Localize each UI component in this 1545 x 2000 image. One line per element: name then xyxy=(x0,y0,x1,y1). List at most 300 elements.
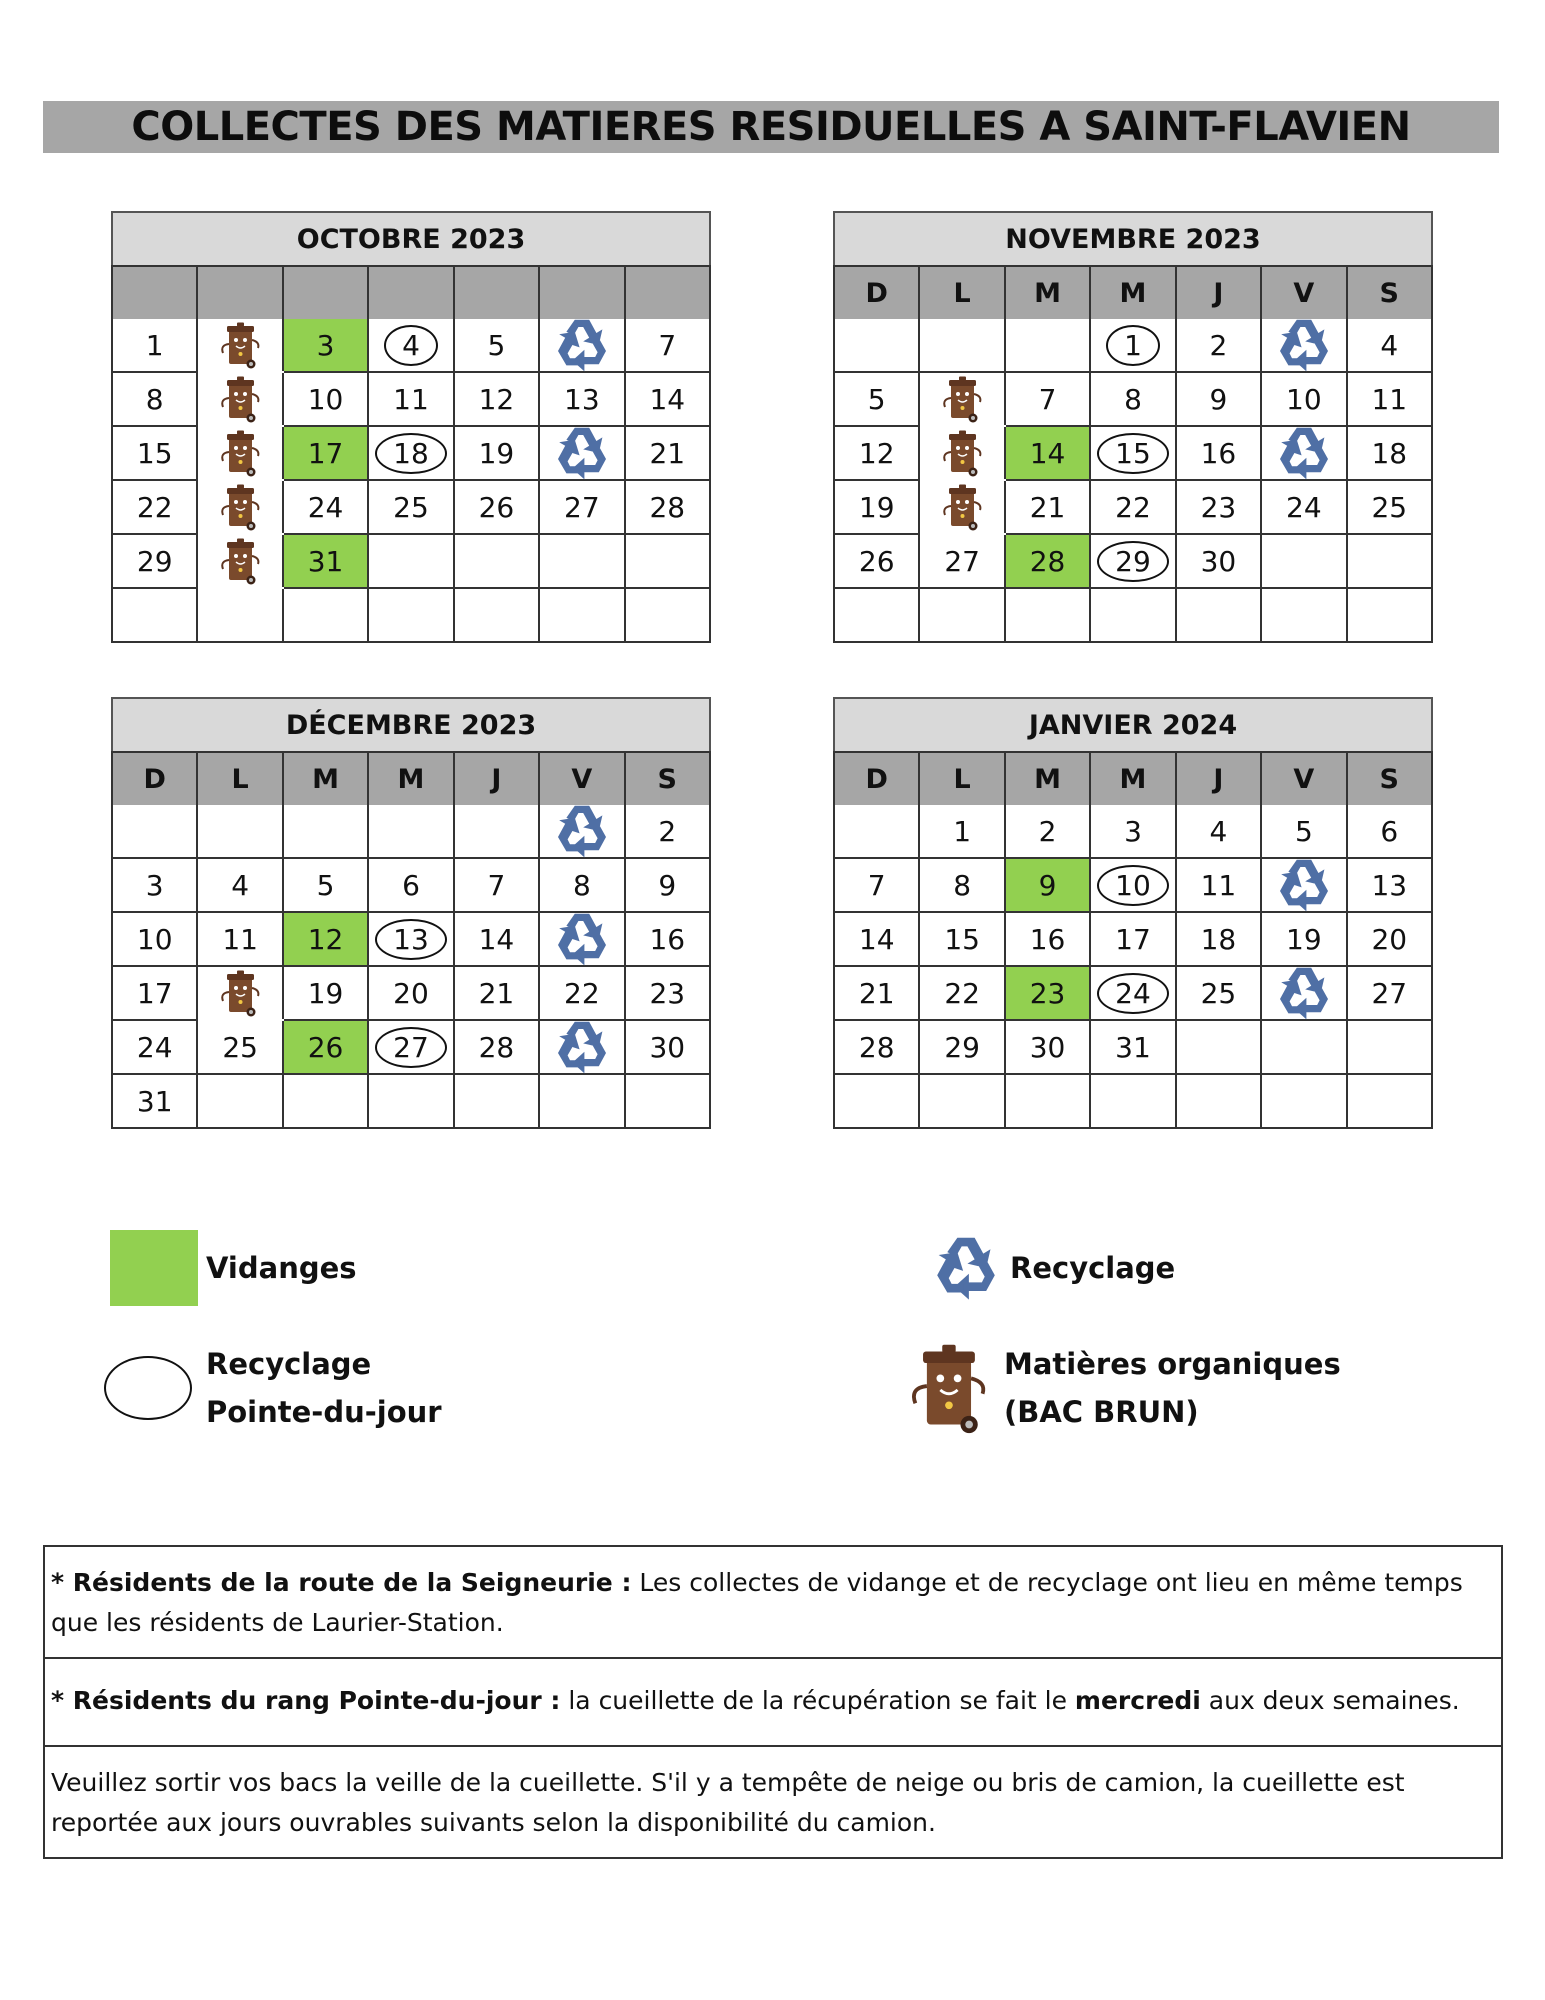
day-cell xyxy=(455,967,540,1021)
day-cell xyxy=(540,913,625,967)
day-cell xyxy=(1348,373,1433,427)
day-number: 28 xyxy=(478,1030,515,1064)
day-header xyxy=(284,265,369,319)
recycle-icon xyxy=(1272,963,1336,1023)
day-cell xyxy=(455,535,540,589)
day-number: 23 xyxy=(649,976,686,1010)
day-cell xyxy=(113,859,198,913)
day-cell xyxy=(1006,373,1091,427)
day-cell xyxy=(540,481,625,535)
day-header xyxy=(369,265,454,319)
day-number: 21 xyxy=(858,976,895,1010)
day-cell xyxy=(920,967,1005,1021)
note-pointe-du-jour xyxy=(45,1659,1501,1747)
day-cell xyxy=(1006,589,1091,643)
day-number: 31 xyxy=(136,1084,173,1118)
day-number: 22 xyxy=(944,976,980,1010)
day-cell xyxy=(113,913,198,967)
day-cell xyxy=(198,1021,283,1075)
day-number: 16 xyxy=(1029,922,1066,956)
day-cell xyxy=(626,589,711,643)
day-cell xyxy=(1006,913,1091,967)
day-number: 12 xyxy=(478,382,515,416)
day-number: 1 xyxy=(1106,325,1160,366)
day-number: 21 xyxy=(1029,490,1066,524)
day-cell xyxy=(1348,319,1433,373)
day-cell xyxy=(626,859,711,913)
recycle-icon xyxy=(1272,855,1336,915)
day-cell xyxy=(626,805,711,859)
day-cell xyxy=(198,427,283,479)
day-header: M xyxy=(1091,751,1176,805)
day-number: 22 xyxy=(564,976,600,1010)
day-cell xyxy=(835,373,920,427)
day-number: 1 xyxy=(953,814,972,848)
day-header: J xyxy=(1177,751,1262,805)
day-cell xyxy=(113,481,198,535)
day-cell xyxy=(284,967,369,1021)
day-cell xyxy=(113,427,198,481)
day-number: 3 xyxy=(1124,814,1142,848)
day-number: 3 xyxy=(316,328,335,362)
day-cell xyxy=(369,373,454,427)
day-number: 2 xyxy=(658,814,677,848)
day-number: 7 xyxy=(658,328,677,362)
day-header xyxy=(626,265,711,319)
day-cell xyxy=(1262,805,1347,859)
day-cell xyxy=(920,913,1005,967)
day-header: V xyxy=(540,751,625,805)
brown-bin-icon xyxy=(215,320,265,370)
day-cell xyxy=(284,1021,369,1075)
day-header: S xyxy=(626,751,711,805)
calendar-grid xyxy=(833,751,1433,1129)
calendar-grid xyxy=(111,265,711,643)
day-number: 11 xyxy=(393,382,429,416)
day-cell xyxy=(455,1075,540,1129)
day-number: 15 xyxy=(944,922,980,956)
day-number: 27 xyxy=(564,490,600,524)
day-cell xyxy=(835,481,920,535)
day-number: 8 xyxy=(1124,382,1142,416)
day-cell xyxy=(113,1021,198,1075)
day-number: 19 xyxy=(858,490,895,524)
day-cell xyxy=(198,481,283,533)
day-cell xyxy=(835,589,920,643)
note-seigneurie-title: * Résidents de la route de la Seigneurie : xyxy=(51,1568,632,1597)
day-cell xyxy=(1262,481,1347,535)
day-cell xyxy=(920,535,1005,589)
day-number: 9 xyxy=(1038,868,1057,902)
day-cell xyxy=(626,481,711,535)
day-cell xyxy=(284,427,369,481)
day-cell xyxy=(1262,1021,1347,1075)
day-cell xyxy=(626,1075,711,1129)
day-cell xyxy=(835,319,920,373)
legend-pdj-line1: Recyclage xyxy=(206,1347,372,1381)
page-title: COLLECTES DES MATIERES RESIDUELLES A SAINT-FLAVIEN xyxy=(131,104,1411,150)
note-consignes-text: Veuillez sortir vos bacs la veille de la cueillette. S'il y a tempête de neige ou bris de camion, la cueillette est reportée aux jours ouvrables suivants selon la disponibilité du camion. xyxy=(51,1768,1405,1837)
day-number: 12 xyxy=(858,436,895,470)
day-cell xyxy=(284,859,369,913)
day-number: 28 xyxy=(1029,544,1066,578)
recycle-icon xyxy=(550,315,614,375)
day-number: 29 xyxy=(1097,541,1169,582)
day-cell xyxy=(284,913,369,967)
day-number: 30 xyxy=(649,1030,686,1064)
day-cell xyxy=(540,967,625,1021)
day-cell xyxy=(1262,913,1347,967)
day-cell xyxy=(540,589,625,643)
day-number: 25 xyxy=(393,490,429,524)
day-cell xyxy=(1177,373,1262,427)
day-header xyxy=(455,265,540,319)
day-number: 2 xyxy=(1209,328,1228,362)
legend-pdj-line2: Pointe-du-jour xyxy=(206,1395,442,1429)
day-cell xyxy=(1348,589,1433,643)
day-cell xyxy=(284,589,369,643)
day-cell xyxy=(1006,319,1091,373)
calendar-month-title: JANVIER 2024 xyxy=(833,697,1433,751)
day-number: 25 xyxy=(1200,976,1237,1010)
day-number: 10 xyxy=(307,382,344,416)
day-cell xyxy=(1006,967,1091,1021)
day-number: 5 xyxy=(487,328,506,362)
day-cell xyxy=(835,967,920,1021)
recycle-icon xyxy=(550,423,614,483)
day-number: 18 xyxy=(1371,436,1408,470)
day-cell xyxy=(835,427,920,481)
day-number: 12 xyxy=(307,922,344,956)
day-number: 27 xyxy=(944,544,980,578)
brown-bin-icon xyxy=(900,1340,996,1436)
day-cell xyxy=(1177,967,1262,1021)
recycle-icon xyxy=(1272,315,1336,375)
day-cell xyxy=(1177,913,1262,967)
day-number: 8 xyxy=(145,382,164,416)
day-cell xyxy=(540,859,625,913)
day-number: 23 xyxy=(1029,976,1066,1010)
day-number: 4 xyxy=(1209,814,1228,848)
day-header: M xyxy=(369,751,454,805)
note-pdj-title: * Résidents du rang Pointe-du-jour : xyxy=(51,1686,561,1715)
day-number: 17 xyxy=(1115,922,1151,956)
day-number: 13 xyxy=(1371,868,1408,902)
day-header: L xyxy=(920,265,1005,319)
day-number: 2 xyxy=(1038,814,1057,848)
day-cell xyxy=(1348,859,1433,913)
day-header: D xyxy=(113,751,198,805)
day-number: 25 xyxy=(1371,490,1408,524)
day-cell xyxy=(113,1075,198,1129)
day-number: 21 xyxy=(478,976,515,1010)
day-cell xyxy=(1348,967,1433,1021)
day-cell xyxy=(198,967,283,1019)
day-number: 7 xyxy=(867,868,886,902)
day-cell xyxy=(1262,535,1347,589)
day-cell xyxy=(113,373,198,427)
day-header: M xyxy=(1006,751,1091,805)
day-number: 4 xyxy=(231,868,250,902)
day-cell xyxy=(369,535,454,589)
day-number: 26 xyxy=(858,544,895,578)
recycle-icon xyxy=(550,801,614,861)
day-header: M xyxy=(1091,265,1176,319)
day-cell xyxy=(626,535,711,589)
recycle-icon xyxy=(1272,423,1336,483)
day-number: 9 xyxy=(658,868,677,902)
note-seigneurie xyxy=(45,1547,1501,1659)
day-number: 28 xyxy=(858,1030,895,1064)
day-cell xyxy=(1091,427,1176,481)
day-cell xyxy=(369,1021,454,1075)
day-cell xyxy=(113,535,198,589)
calendar-octobre xyxy=(111,211,711,643)
calendar-novembre xyxy=(833,211,1433,643)
recycle-icon xyxy=(550,1017,614,1077)
day-cell xyxy=(1091,1075,1176,1129)
day-number: 14 xyxy=(1029,436,1066,470)
day-number: 24 xyxy=(1097,973,1169,1014)
day-number: 21 xyxy=(649,436,686,470)
calendar-month-title: DÉCEMBRE 2023 xyxy=(111,697,711,751)
note-pdj-text2: aux deux semaines. xyxy=(1200,1686,1460,1715)
day-cell xyxy=(1262,967,1347,1021)
brown-bin-icon xyxy=(215,428,265,478)
day-cell xyxy=(1348,1075,1433,1129)
day-cell xyxy=(540,319,625,373)
day-cell xyxy=(540,373,625,427)
day-header: V xyxy=(1262,265,1347,319)
day-cell xyxy=(920,373,1005,425)
legend-recyclage-pointe-du-jour xyxy=(104,1340,442,1436)
day-cell xyxy=(369,913,454,967)
day-cell xyxy=(1177,535,1262,589)
day-cell xyxy=(1348,535,1433,589)
day-cell xyxy=(1177,1075,1262,1129)
day-number: 13 xyxy=(564,382,600,416)
day-cell xyxy=(455,805,540,859)
day-cell xyxy=(369,1075,454,1129)
calendar-grid xyxy=(111,751,711,1129)
day-number: 19 xyxy=(1286,922,1322,956)
day-cell xyxy=(540,1021,625,1075)
day-number: 4 xyxy=(1380,328,1399,362)
note-consignes xyxy=(45,1747,1501,1857)
day-header: L xyxy=(920,751,1005,805)
note-seigneurie-text: Les collectes de vidange et de recyclage ont lieu en même temps que les résidents de Laurier-Station. xyxy=(51,1568,1463,1637)
calendar-month-title: OCTOBRE 2023 xyxy=(111,211,711,265)
day-number: 29 xyxy=(944,1030,980,1064)
title-bar xyxy=(43,101,1499,153)
day-cell xyxy=(1177,589,1262,643)
recycle-icon xyxy=(550,909,614,969)
day-number: 15 xyxy=(136,436,173,470)
day-cell xyxy=(455,427,540,481)
brown-bin-icon xyxy=(215,536,265,586)
day-number: 9 xyxy=(1209,382,1228,416)
day-cell xyxy=(1177,481,1262,535)
day-number: 18 xyxy=(375,433,447,474)
day-number: 26 xyxy=(307,1030,344,1064)
day-number: 5 xyxy=(316,868,335,902)
day-number: 18 xyxy=(1200,922,1237,956)
day-cell xyxy=(1091,481,1176,535)
day-number: 3 xyxy=(145,868,164,902)
day-number: 30 xyxy=(1029,1030,1066,1064)
day-cell xyxy=(1262,589,1347,643)
day-cell xyxy=(920,1021,1005,1075)
day-cell xyxy=(455,589,540,643)
day-number: 7 xyxy=(487,868,506,902)
day-number: 15 xyxy=(1097,433,1169,474)
day-cell xyxy=(284,319,369,373)
day-number: 8 xyxy=(953,868,972,902)
day-cell xyxy=(369,967,454,1021)
day-cell xyxy=(198,589,283,643)
brown-bin-icon xyxy=(937,428,987,478)
day-cell xyxy=(1091,805,1176,859)
day-number: 28 xyxy=(649,490,686,524)
day-cell xyxy=(113,589,198,643)
day-cell xyxy=(198,373,283,425)
day-cell xyxy=(369,481,454,535)
day-cell xyxy=(284,373,369,427)
day-cell xyxy=(1091,913,1176,967)
day-header: J xyxy=(455,751,540,805)
day-cell xyxy=(1006,427,1091,481)
day-number: 24 xyxy=(1286,490,1322,524)
day-cell xyxy=(113,805,198,859)
brown-bin-icon xyxy=(215,968,265,1018)
legend-recyclage xyxy=(926,1232,1175,1304)
day-number: 16 xyxy=(649,922,686,956)
day-cell xyxy=(626,913,711,967)
day-cell xyxy=(1091,535,1176,589)
day-cell xyxy=(835,1075,920,1129)
day-number: 11 xyxy=(1371,382,1408,416)
day-cell xyxy=(1177,805,1262,859)
day-cell xyxy=(626,373,711,427)
legend-recyclage-label: Recyclage xyxy=(1010,1251,1176,1285)
legend-matieres-organiques xyxy=(900,1340,1341,1436)
day-cell xyxy=(1262,859,1347,913)
day-cell xyxy=(1262,1075,1347,1129)
day-cell xyxy=(369,427,454,481)
day-cell xyxy=(455,373,540,427)
day-number: 17 xyxy=(307,436,344,470)
brown-bin-icon xyxy=(937,374,987,424)
day-number: 1 xyxy=(145,328,164,362)
day-header: S xyxy=(1348,265,1433,319)
brown-bin-icon xyxy=(937,482,987,532)
day-cell xyxy=(1348,427,1433,481)
day-number: 27 xyxy=(375,1027,447,1068)
day-cell xyxy=(1006,535,1091,589)
day-header: M xyxy=(1006,265,1091,319)
day-cell xyxy=(113,319,198,373)
day-cell xyxy=(835,859,920,913)
legend-green-swatch xyxy=(110,1230,198,1306)
day-number: 27 xyxy=(1371,976,1408,1010)
day-cell xyxy=(198,1075,283,1129)
day-number: 6 xyxy=(402,868,420,902)
day-cell xyxy=(1091,319,1176,373)
day-number: 5 xyxy=(1294,814,1313,848)
day-cell xyxy=(284,1075,369,1129)
day-cell xyxy=(1006,805,1091,859)
day-cell xyxy=(626,1021,711,1075)
day-number: 17 xyxy=(136,976,173,1010)
day-cell xyxy=(540,805,625,859)
legend-ellipse-swatch xyxy=(104,1356,192,1420)
notes-box xyxy=(43,1545,1503,1859)
day-number: 30 xyxy=(1200,544,1237,578)
day-number: 10 xyxy=(1286,382,1322,416)
day-number: 25 xyxy=(222,1030,258,1064)
day-cell xyxy=(284,535,369,589)
day-cell xyxy=(1177,427,1262,481)
day-number: 19 xyxy=(307,976,344,1010)
day-number: 19 xyxy=(478,436,515,470)
day-cell xyxy=(835,913,920,967)
day-cell xyxy=(198,913,283,967)
day-header: L xyxy=(198,751,283,805)
day-number: 23 xyxy=(1200,490,1237,524)
day-cell xyxy=(369,589,454,643)
day-cell xyxy=(1091,373,1176,427)
day-number: 7 xyxy=(1038,382,1057,416)
note-pdj-mercredi: mercredi xyxy=(1074,1686,1201,1715)
day-number: 16 xyxy=(1200,436,1237,470)
day-cell xyxy=(920,481,1005,533)
day-cell xyxy=(369,859,454,913)
day-number: 14 xyxy=(649,382,686,416)
day-cell xyxy=(1006,481,1091,535)
day-header xyxy=(198,265,283,319)
day-number: 20 xyxy=(1371,922,1408,956)
day-cell xyxy=(284,481,369,535)
day-cell xyxy=(455,913,540,967)
day-number: 26 xyxy=(478,490,515,524)
day-cell xyxy=(1091,1021,1176,1075)
day-number: 24 xyxy=(136,1030,173,1064)
legend-vidanges xyxy=(110,1230,357,1306)
day-number: 10 xyxy=(136,922,173,956)
day-header: S xyxy=(1348,751,1433,805)
day-cell xyxy=(626,319,711,373)
day-cell xyxy=(835,535,920,589)
day-cell xyxy=(455,1021,540,1075)
day-number: 5 xyxy=(867,382,886,416)
day-cell xyxy=(1177,319,1262,373)
day-cell xyxy=(920,1075,1005,1129)
day-cell xyxy=(1262,427,1347,481)
day-cell xyxy=(1262,373,1347,427)
day-number: 20 xyxy=(393,976,429,1010)
day-cell xyxy=(1348,805,1433,859)
day-cell xyxy=(540,427,625,481)
day-cell xyxy=(1262,319,1347,373)
day-cell xyxy=(1348,1021,1433,1075)
recycle-icon xyxy=(926,1232,1006,1304)
day-number: 29 xyxy=(136,544,173,578)
day-cell xyxy=(1091,859,1176,913)
day-cell xyxy=(540,535,625,589)
day-header xyxy=(113,265,198,319)
day-header: V xyxy=(1262,751,1347,805)
day-number: 11 xyxy=(222,922,258,956)
